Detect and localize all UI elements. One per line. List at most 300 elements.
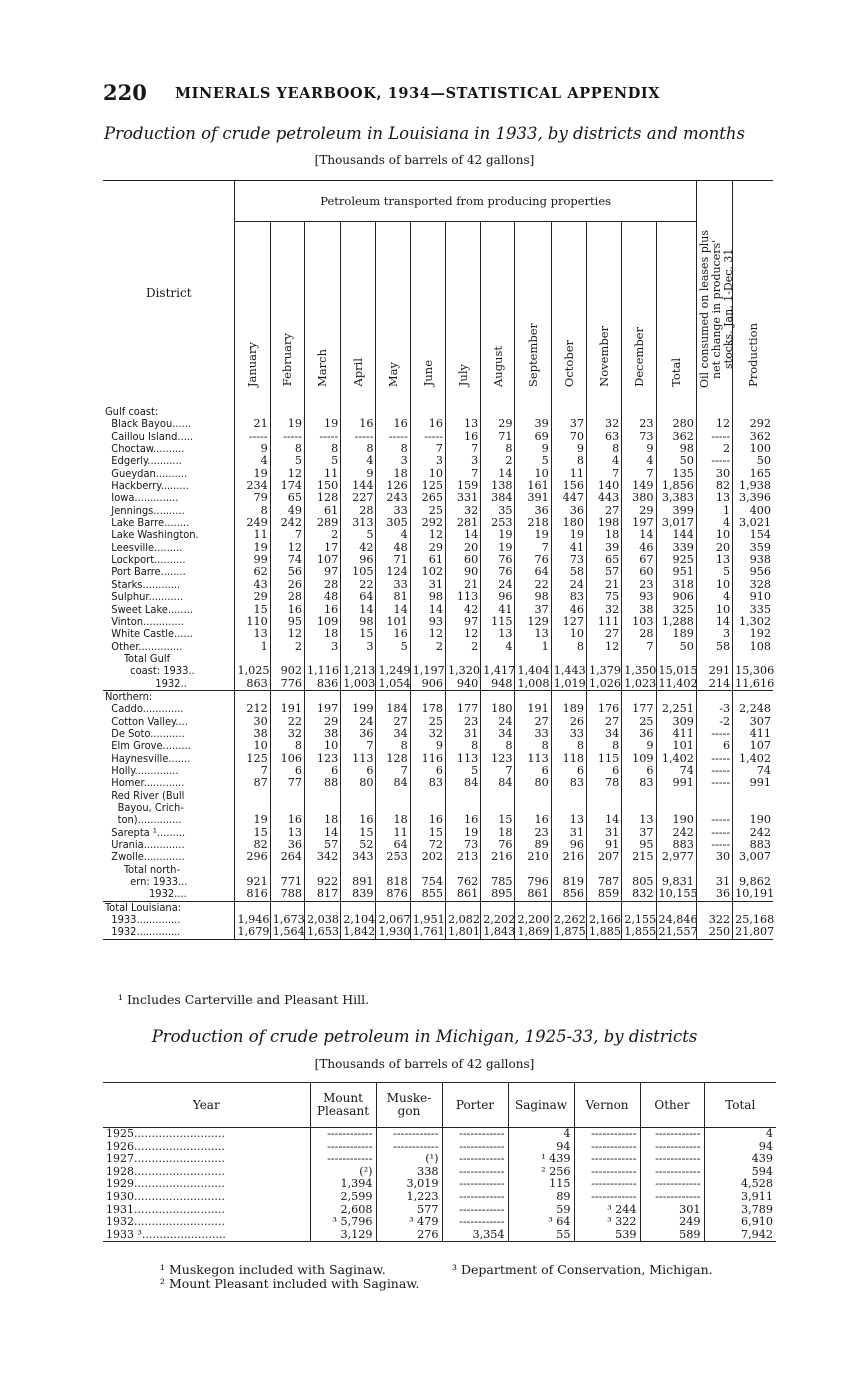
- table-cell: 1,885: [587, 926, 622, 939]
- running-head: MINERALS YEARBOOK, 1934—STATISTICAL APPENDIX: [175, 85, 661, 102]
- table-cell: 113: [445, 591, 480, 603]
- table-cell: 1,249: [376, 665, 410, 677]
- table-cell: 8: [341, 443, 376, 455]
- table-cell: 589: [640, 1229, 704, 1242]
- table-cell: 165: [733, 468, 773, 480]
- table-cell: 39: [515, 418, 551, 430]
- table-cell: 19: [235, 468, 270, 480]
- district-label: Total north-: [105, 862, 181, 876]
- table-cell: 42: [341, 542, 376, 554]
- table-cell: -----: [696, 827, 732, 839]
- table-cell: 23: [622, 418, 656, 430]
- table-cell: 84: [481, 777, 515, 789]
- table-cell: 22: [515, 579, 551, 591]
- table-row: [103, 851, 773, 863]
- district-label: Urania.............: [105, 838, 185, 852]
- table-cell: 7: [270, 529, 304, 541]
- table-cell: ³ 479: [376, 1216, 442, 1229]
- table-cell: -----: [341, 431, 376, 443]
- table-cell: 12: [270, 542, 304, 554]
- table-cell: 202: [410, 851, 445, 863]
- table-cell: 33: [551, 728, 586, 740]
- table-cell: 43: [235, 579, 270, 591]
- table-cell: 7: [515, 542, 551, 554]
- table-cell: 16: [341, 814, 376, 826]
- district-label: Lake Washington.: [105, 528, 199, 542]
- production-header: Production: [733, 181, 773, 407]
- table-cell: 362: [656, 431, 696, 443]
- table-cell: 991: [733, 777, 773, 789]
- table-cell: 9: [515, 443, 551, 455]
- table-cell: 87: [235, 777, 270, 789]
- table-cell: 19: [235, 542, 270, 554]
- table-cell: 1,350: [622, 665, 656, 677]
- table-cell: 36: [622, 728, 656, 740]
- table-cell: 33: [376, 505, 410, 517]
- table-cell: ------------: [442, 1141, 508, 1154]
- table-cell: 1,213: [341, 665, 376, 677]
- table-cell: 14: [696, 616, 732, 628]
- table-cell: ------------: [574, 1128, 640, 1141]
- table-cell: 83: [551, 591, 586, 603]
- table-cell: 184: [376, 703, 410, 715]
- table-cell: 36: [270, 839, 304, 851]
- table-cell: 1,855: [622, 926, 656, 939]
- table-cell: 73: [445, 839, 480, 851]
- table-cell: 6: [622, 765, 656, 777]
- table-cell: ------------: [640, 1178, 704, 1191]
- table-cell: -----: [696, 431, 732, 443]
- michigan-header-cell: Saginaw: [508, 1083, 574, 1128]
- table-cell: 24: [551, 579, 586, 591]
- table-cell: 197: [304, 703, 340, 715]
- table-cell: 149: [622, 480, 656, 492]
- table-cell: 113: [445, 753, 480, 765]
- district-label: Lake Barre........: [105, 516, 190, 530]
- table-cell: 249: [235, 517, 270, 529]
- table-cell: 71: [376, 554, 410, 566]
- table-cell: 7: [235, 765, 270, 777]
- table-cell: 91: [587, 839, 622, 851]
- table-cell: 2,200: [515, 914, 551, 926]
- table-cell: 101: [376, 616, 410, 628]
- table-cell: 18: [376, 814, 410, 826]
- table-cell: 1,003: [341, 678, 376, 691]
- table-cell: 89: [515, 839, 551, 851]
- table-cell: 30: [235, 716, 270, 728]
- table-cell: 36: [341, 728, 376, 740]
- table-cell: 15: [481, 814, 515, 826]
- table-cell: 1,019: [551, 678, 586, 691]
- table-cell: 28: [622, 628, 656, 640]
- table-cell: 16: [270, 814, 304, 826]
- table-cell: 174: [270, 480, 304, 492]
- table-cell: 65: [270, 492, 304, 504]
- table-cell: 128: [376, 753, 410, 765]
- table-cell: 805: [622, 876, 656, 888]
- table-cell: 49: [270, 505, 304, 517]
- table-cell: 103: [622, 616, 656, 628]
- table-cell: 9: [622, 443, 656, 455]
- table-cell: 98: [410, 591, 445, 603]
- michigan-header-row: [103, 1083, 776, 1128]
- table-cell: 5: [341, 529, 376, 541]
- table-cell: 39: [587, 542, 622, 554]
- table-cell: 69: [515, 431, 551, 443]
- table-cell: 20: [445, 542, 480, 554]
- month-header-january: January: [235, 222, 270, 407]
- table-cell: 1,564: [270, 926, 304, 939]
- table-cell: 938: [733, 554, 773, 566]
- table-cell: 125: [235, 753, 270, 765]
- table-cell: 110: [235, 616, 270, 628]
- table-cell: 94: [704, 1141, 776, 1154]
- table-cell: 1,379: [587, 665, 622, 677]
- table-cell: (²): [310, 1166, 376, 1179]
- table-row: [103, 1128, 776, 1141]
- table-cell: 90: [445, 566, 480, 578]
- table-cell: 71: [481, 431, 515, 443]
- table-cell: 6: [551, 765, 586, 777]
- table-cell: ¹ 439: [508, 1153, 574, 1166]
- district-label: Gueydan..........: [105, 466, 188, 480]
- table-cell: 29: [622, 505, 656, 517]
- table-cell: 73: [551, 554, 586, 566]
- table-cell: 64: [376, 839, 410, 851]
- michigan-production-table: [103, 1082, 776, 1242]
- table-cell: 6: [270, 765, 304, 777]
- table-row: [103, 777, 773, 789]
- table-cell: 922: [304, 876, 340, 888]
- district-label: White Castle......: [105, 627, 193, 641]
- table-cell: 199: [341, 703, 376, 715]
- table-cell: 76: [481, 554, 515, 566]
- table-cell: 27: [587, 716, 622, 728]
- table-cell: 863: [235, 678, 270, 691]
- table-cell: 243: [376, 492, 410, 504]
- table-cell: 10: [696, 579, 732, 591]
- table-cell: 447: [551, 492, 586, 504]
- table-cell: 11: [235, 529, 270, 541]
- table-cell: 36: [551, 505, 586, 517]
- table-cell: ------------: [574, 1178, 640, 1191]
- district-label: 1932....: [103, 888, 235, 901]
- table-cell: 242: [733, 827, 773, 839]
- table-cell: 859: [587, 888, 622, 901]
- table-cell: 105: [341, 566, 376, 578]
- table-cell: 98: [515, 591, 551, 603]
- table-cell: 956: [733, 566, 773, 578]
- table-cell: 215: [622, 851, 656, 863]
- table-cell: 7: [376, 765, 410, 777]
- table-cell: 16: [410, 814, 445, 826]
- table-cell: 14: [341, 604, 376, 616]
- table-cell: 940: [445, 678, 480, 691]
- table-cell: 56: [270, 566, 304, 578]
- table-cell: 28: [304, 579, 340, 591]
- table-cell: 207: [587, 851, 622, 863]
- michigan-table-body: [103, 1128, 776, 1242]
- table-row: [103, 566, 773, 578]
- table-cell: 895: [481, 888, 515, 901]
- table-cell: 2,608: [310, 1204, 376, 1217]
- table-cell: 8: [270, 443, 304, 455]
- table-cell: 242: [656, 827, 696, 839]
- table-cell: 13: [551, 814, 586, 826]
- table-cell: 325: [656, 604, 696, 616]
- table-cell: ³ 322: [574, 1216, 640, 1229]
- table-cell: 18: [304, 814, 340, 826]
- month-header-may: May: [376, 222, 410, 407]
- michigan-header-cell: Other: [640, 1083, 704, 1128]
- table-cell: 910: [733, 591, 773, 603]
- table-row: [103, 703, 773, 715]
- table-cell: 3,396: [733, 492, 773, 504]
- table-cell: 218: [515, 517, 551, 529]
- table-cell: 48: [304, 591, 340, 603]
- district-label: Edgerly...........: [105, 454, 182, 468]
- table-cell: 3,019: [376, 1178, 442, 1191]
- table-row: [103, 888, 773, 901]
- table-cell: 30: [696, 851, 732, 863]
- table-cell: 98: [656, 443, 696, 455]
- table-cell: 21,557: [656, 926, 696, 939]
- table-cell: 1,679: [235, 926, 270, 939]
- table-cell: [445, 790, 480, 802]
- table-cell: 50: [733, 455, 773, 467]
- year-label: 1927..........................: [106, 1152, 225, 1166]
- table-row: [103, 1229, 776, 1242]
- table-cell: 72: [410, 839, 445, 851]
- table-cell: 10: [551, 628, 586, 640]
- table-cell: 331: [445, 492, 480, 504]
- table-cell: 99: [235, 554, 270, 566]
- table-cell: 98: [341, 616, 376, 628]
- table-cell: 10,155: [656, 888, 696, 901]
- table-cell: 38: [235, 728, 270, 740]
- table-cell: -----: [376, 431, 410, 443]
- table-cell: 25,168: [733, 914, 773, 926]
- table-cell: 861: [445, 888, 480, 901]
- table-cell: 855: [410, 888, 445, 901]
- table-cell: 1,288: [656, 616, 696, 628]
- table-cell: ------------: [640, 1166, 704, 1179]
- table-cell: 156: [551, 480, 586, 492]
- table-cell: 180: [481, 703, 515, 715]
- table-cell: 70: [551, 431, 586, 443]
- table-row: [103, 418, 773, 430]
- table-cell: 8: [587, 443, 622, 455]
- table-cell: 16: [410, 418, 445, 430]
- table-cell: 1: [515, 641, 551, 653]
- table-cell: 9,862: [733, 876, 773, 888]
- table-cell: 24: [341, 716, 376, 728]
- table-cell: 785: [481, 876, 515, 888]
- table-cell: 2,977: [656, 851, 696, 863]
- table-cell: 10: [696, 529, 732, 541]
- table-cell: 10: [304, 740, 340, 752]
- table-cell: 227: [341, 492, 376, 504]
- table-cell: 335: [733, 604, 773, 616]
- table-cell: 25: [410, 505, 445, 517]
- table-cell: 1,223: [376, 1191, 442, 1204]
- table-cell: -----: [410, 431, 445, 443]
- table-cell: 5: [515, 455, 551, 467]
- table-cell: 2,202: [481, 914, 515, 926]
- table-cell: 796: [515, 876, 551, 888]
- table-row: [103, 1153, 776, 1166]
- district-label: Bayou, Crich-: [105, 801, 184, 814]
- table-cell: 177: [445, 703, 480, 715]
- table-cell: 52: [341, 839, 376, 851]
- table-cell: 191: [515, 703, 551, 715]
- table-cell: 83: [410, 777, 445, 789]
- table-cell: -----: [696, 777, 732, 789]
- table-cell: 125: [410, 480, 445, 492]
- table-cell: [587, 790, 622, 802]
- district-label: De Soto...........: [105, 726, 185, 740]
- table-cell: 343: [341, 851, 376, 863]
- table-cell: [696, 790, 732, 802]
- table-cell: 12: [270, 628, 304, 640]
- table-cell: 16: [376, 628, 410, 640]
- total-header: Total: [656, 222, 696, 407]
- table-cell: 10: [410, 468, 445, 480]
- table-cell: 106: [270, 753, 304, 765]
- table-cell: 8: [376, 740, 410, 752]
- table-cell: 16: [304, 604, 340, 616]
- table-cell: 906: [656, 591, 696, 603]
- table-cell: 6: [515, 765, 551, 777]
- table-cell: 84: [376, 777, 410, 789]
- table-cell: 577: [376, 1204, 442, 1217]
- table-cell: 265: [410, 492, 445, 504]
- table-cell: 1,875: [551, 926, 586, 939]
- table-cell: 5: [304, 455, 340, 467]
- table-cell: 3: [341, 641, 376, 653]
- table-cell: 818: [376, 876, 410, 888]
- table-cell: 9: [410, 740, 445, 752]
- table-cell: -----: [270, 431, 304, 443]
- table-cell: 189: [551, 703, 586, 715]
- table-cell: 7: [445, 443, 480, 455]
- table-cell: 876: [376, 888, 410, 901]
- district-header: District: [145, 286, 192, 301]
- table-cell: 309: [656, 716, 696, 728]
- table-cell: 8: [235, 505, 270, 517]
- table-cell: 11: [551, 468, 586, 480]
- table-cell: 15: [235, 604, 270, 616]
- table-cell: 89: [508, 1191, 574, 1204]
- table-cell: 83: [551, 777, 586, 789]
- table-cell: 31: [696, 876, 732, 888]
- table-cell: 338: [376, 1166, 442, 1179]
- table-cell: 93: [410, 616, 445, 628]
- district-label: Gulf coast:: [105, 405, 159, 418]
- table-cell: 100: [733, 443, 773, 455]
- district-label: coast: 1933..: [105, 664, 195, 678]
- table-cell: 82: [696, 480, 732, 492]
- table-cell: 3: [376, 455, 410, 467]
- table-cell: 1,951: [410, 914, 445, 926]
- table-cell: 138: [481, 480, 515, 492]
- table-cell: 16: [376, 418, 410, 430]
- table-row: [103, 628, 773, 640]
- table-cell: 94: [508, 1141, 574, 1154]
- table-cell: 6: [341, 765, 376, 777]
- transported-group-header: Petroleum transported from producing properties: [235, 181, 696, 222]
- table-cell: 115: [481, 616, 515, 628]
- year-label: 1925..........................: [106, 1127, 225, 1140]
- louisiana-table-subtitle: [Thousands of barrels of 42 gallons]: [314, 153, 535, 167]
- month-header-april: April: [341, 222, 376, 407]
- table-cell: 2,155: [622, 914, 656, 926]
- table-cell: 1,930: [376, 926, 410, 939]
- table-cell: 18: [587, 529, 622, 541]
- table-cell: 178: [410, 703, 445, 715]
- table-cell: [733, 790, 773, 802]
- table-row: [103, 492, 773, 504]
- table-cell: 1,320: [445, 665, 480, 677]
- table-cell: 115: [587, 753, 622, 765]
- table-cell: 1,842: [341, 926, 376, 939]
- district-label: ton)..............: [105, 813, 182, 827]
- table-cell: 113: [515, 753, 551, 765]
- table-cell: [376, 790, 410, 802]
- table-cell: 18: [376, 468, 410, 480]
- table-cell: 129: [515, 616, 551, 628]
- table-cell: 32: [445, 505, 480, 517]
- table-cell: 15,306: [733, 665, 773, 677]
- table-cell: 96: [341, 554, 376, 566]
- table-cell: 234: [235, 480, 270, 492]
- table-cell: 19: [235, 814, 270, 826]
- district-label: Other..............: [105, 639, 183, 653]
- table-cell: 210: [515, 851, 551, 863]
- table-cell: -----: [696, 839, 732, 851]
- table-cell: 109: [622, 753, 656, 765]
- table-cell: 190: [656, 814, 696, 826]
- table-cell: 399: [656, 505, 696, 517]
- table-row: [103, 678, 773, 691]
- table-cell: 12: [445, 628, 480, 640]
- table-cell: 41: [551, 542, 586, 554]
- table-cell: 5: [376, 641, 410, 653]
- table-cell: 30: [696, 468, 732, 480]
- table-cell: 2: [445, 641, 480, 653]
- table-cell: ------------: [574, 1191, 640, 1204]
- table-cell: 24: [481, 579, 515, 591]
- table-cell: 6: [304, 765, 340, 777]
- table-cell: 50: [656, 455, 696, 467]
- table-cell: 15: [410, 827, 445, 839]
- table-cell: 8: [304, 443, 340, 455]
- table-cell: 214: [696, 678, 732, 691]
- table-cell: 81: [376, 591, 410, 603]
- table-cell: 10: [235, 740, 270, 752]
- table-cell: 328: [733, 579, 773, 591]
- table-cell: 18: [304, 628, 340, 640]
- table-row: [103, 665, 773, 677]
- table-cell: 359: [733, 542, 773, 554]
- table-cell: 291: [696, 665, 732, 677]
- table-cell: 2,067: [376, 914, 410, 926]
- table-cell: 29: [481, 418, 515, 430]
- table-cell: 3,911: [704, 1191, 776, 1204]
- table-cell: 788: [270, 888, 304, 901]
- table-cell: 59: [508, 1204, 574, 1217]
- table-cell: 13: [696, 492, 732, 504]
